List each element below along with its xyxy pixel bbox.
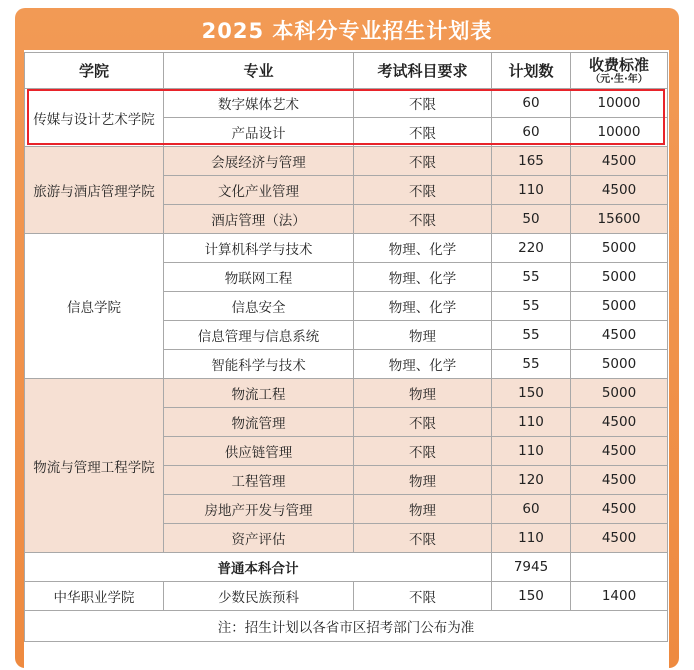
major-cell: 计算机科学与技术	[164, 234, 354, 263]
major-cell: 文化产业管理	[164, 176, 354, 205]
fee-cell: 4500	[571, 147, 668, 176]
header-fee-unit: （元·生·年）	[590, 73, 648, 85]
total-fee-empty	[571, 553, 668, 582]
major-cell: 少数民族预科	[164, 582, 354, 611]
header-fee	[571, 53, 668, 89]
major-cell: 产品设计	[164, 118, 354, 147]
subjects-cell: 物理	[354, 379, 492, 408]
subjects-cell: 不限	[354, 176, 492, 205]
fee-cell: 1400	[571, 582, 668, 611]
major-cell: 智能科学与技术	[164, 350, 354, 379]
college-cell: 旅游与酒店管理学院	[25, 147, 164, 234]
subjects-cell: 不限	[354, 408, 492, 437]
subjects-cell: 物理、化学	[354, 263, 492, 292]
fee-cell: 15600	[571, 205, 668, 234]
plan-cell: 110	[492, 176, 571, 205]
subjects-cell: 不限	[354, 89, 492, 118]
major-cell: 物流管理	[164, 408, 354, 437]
plan-cell: 55	[492, 263, 571, 292]
total-label: 普通本科合计	[25, 553, 492, 582]
fee-cell: 4500	[571, 408, 668, 437]
college-cell: 信息学院	[25, 234, 164, 379]
plan-cell: 120	[492, 466, 571, 495]
major-cell: 供应链管理	[164, 437, 354, 466]
footnote: 注：招生计划以各省市区招考部门公布为准	[25, 611, 668, 642]
table-row	[25, 379, 668, 408]
fee-cell: 4500	[571, 437, 668, 466]
fee-cell: 4500	[571, 466, 668, 495]
plan-cell: 55	[492, 321, 571, 350]
plan-cell: 50	[492, 205, 571, 234]
fee-cell: 5000	[571, 263, 668, 292]
total-row	[25, 553, 668, 582]
college-cell: 中华职业学院	[25, 582, 164, 611]
table-row	[25, 582, 668, 611]
subjects-cell: 物理、化学	[354, 234, 492, 263]
fee-cell: 4500	[571, 495, 668, 524]
subjects-cell: 物理	[354, 466, 492, 495]
major-cell: 信息管理与信息系统	[164, 321, 354, 350]
fee-cell: 5000	[571, 379, 668, 408]
total-plan: 7945	[492, 553, 571, 582]
major-cell: 酒店管理（法）	[164, 205, 354, 234]
subjects-cell: 不限	[354, 147, 492, 176]
table-row	[25, 234, 668, 263]
subjects-cell: 物理	[354, 495, 492, 524]
plan-cell: 165	[492, 147, 571, 176]
plan-cell: 150	[492, 379, 571, 408]
college-cell: 物流与管理工程学院	[25, 379, 164, 553]
table-row	[25, 147, 668, 176]
plan-cell: 110	[492, 524, 571, 553]
subjects-cell: 物理、化学	[354, 292, 492, 321]
subjects-cell: 物理、化学	[354, 350, 492, 379]
major-cell: 工程管理	[164, 466, 354, 495]
plan-cell: 110	[492, 408, 571, 437]
fee-cell: 5000	[571, 292, 668, 321]
fee-cell: 10000	[571, 89, 668, 118]
page-title: 2025 本科分专业招生计划表	[201, 19, 493, 43]
major-cell: 物流工程	[164, 379, 354, 408]
major-cell: 会展经济与管理	[164, 147, 354, 176]
plan-cell: 150	[492, 582, 571, 611]
plan-cell: 55	[492, 350, 571, 379]
subjects-cell: 不限	[354, 205, 492, 234]
header-fee-label: 收费标准	[588, 55, 649, 74]
fee-cell: 5000	[571, 234, 668, 263]
major-cell: 信息安全	[164, 292, 354, 321]
subjects-cell: 不限	[354, 118, 492, 147]
plan-cell: 60	[492, 118, 571, 147]
major-cell: 数字媒体艺术	[164, 89, 354, 118]
subjects-cell: 物理	[354, 321, 492, 350]
fee-cell: 4500	[571, 321, 668, 350]
header-plan: 计划数	[492, 53, 571, 89]
subjects-cell: 不限	[354, 524, 492, 553]
plan-cell: 60	[492, 495, 571, 524]
major-cell: 资产评估	[164, 524, 354, 553]
header-row	[25, 53, 668, 89]
fee-cell: 10000	[571, 118, 668, 147]
fee-cell: 5000	[571, 350, 668, 379]
note-row	[25, 611, 668, 642]
subjects-cell: 不限	[354, 437, 492, 466]
header-major: 专业	[164, 53, 354, 89]
fee-cell: 4500	[571, 176, 668, 205]
subjects-cell: 不限	[354, 582, 492, 611]
major-cell: 物联网工程	[164, 263, 354, 292]
major-cell: 房地产开发与管理	[164, 495, 354, 524]
fee-cell: 4500	[571, 524, 668, 553]
plan-cell: 60	[492, 89, 571, 118]
plan-cell: 220	[492, 234, 571, 263]
college-cell: 传媒与设计艺术学院	[25, 89, 164, 147]
header-subjects: 考试科目要求	[354, 53, 492, 89]
enrollment-plan-table	[24, 52, 668, 642]
table-row	[25, 89, 668, 118]
plan-cell: 55	[492, 292, 571, 321]
header-college: 学院	[25, 53, 164, 89]
plan-cell: 110	[492, 437, 571, 466]
